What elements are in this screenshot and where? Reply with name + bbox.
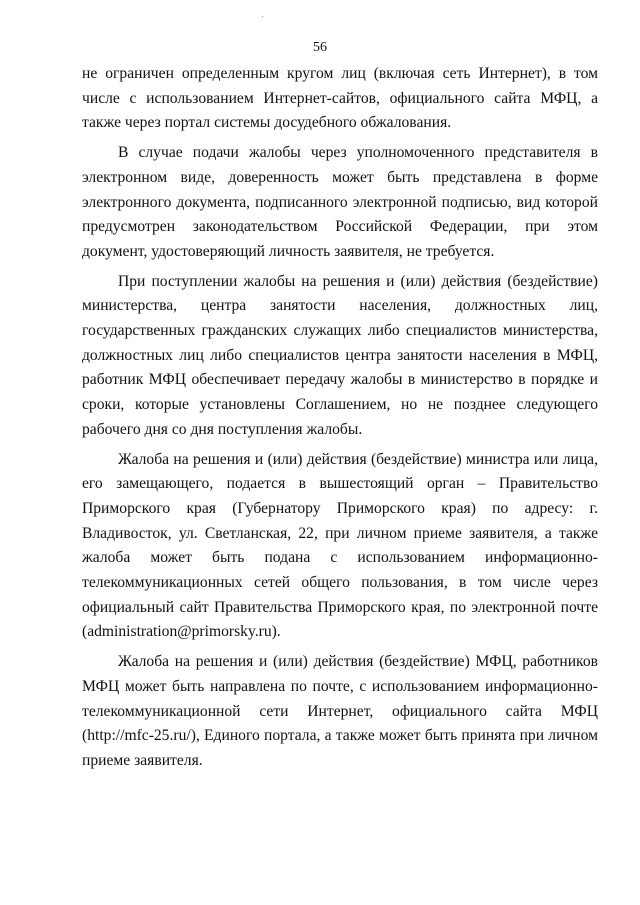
page-number: 56 — [313, 40, 327, 55]
paragraph-representative: В случае подачи жалобы через уполномоченного представителя в электронном виде, доверенность может быть представлена в форме электронного документа, подписанного электронной подписью, вид которой предусмотрен законодательством Российской Федерации, при этом документ, удостоверяющий личность заявителя, не требуется. — [82, 144, 598, 260]
paragraph-minister-complaint: Жалоба на решения и (или) действия (бездействие) министра или лица, его замещающего, подается в вышестоящий орган – Правительство Приморского края (Губернатору Приморского края) по адресу: г. Владивосток, ул. Светланская, 22, при личном приеме заявителя, а также жалоба может быть подана с использованием информационно-телекоммуникационных сетей общего пользования, в том числе через официальный сайт Правительства Приморского края, по электронной почте (administration@primorsky.ru). — [82, 450, 598, 641]
paragraph-mfc-transfer: При поступлении жалобы на решения и (или) действия (бездействие) министерства, центра занятости населения, должностных лиц, государственных гражданских служащих либо специалистов министерства, должностных лиц либо специалистов центра занятости населения в МФЦ, работник МФЦ обеспечивает передачу жалобы в министерство в порядке и сроки, которые установлены Соглашением, но не позднее следующего рабочего дня со дня поступления жалобы. — [82, 272, 598, 438]
paragraph-continuation: не ограничен определенным кругом лиц (включая сеть Интернет), в том числе с использованием Интернет-сайтов, официального сайта МФЦ, а также через портал системы досудебного обжалования. — [82, 65, 598, 132]
paragraph-mfc-complaint: Жалоба на решения и (или) действия (бездействие) МФЦ, работников МФЦ может быть направлена по почте, с использованием информационно-телекоммуникационной сети Интернет, официального сайта МФЦ (http://mfc-25.ru/), Единого портала, а также может быть принята при личном приеме заявителя. — [82, 653, 598, 769]
scan-speck — [262, 16, 263, 17]
document-body — [82, 62, 598, 779]
